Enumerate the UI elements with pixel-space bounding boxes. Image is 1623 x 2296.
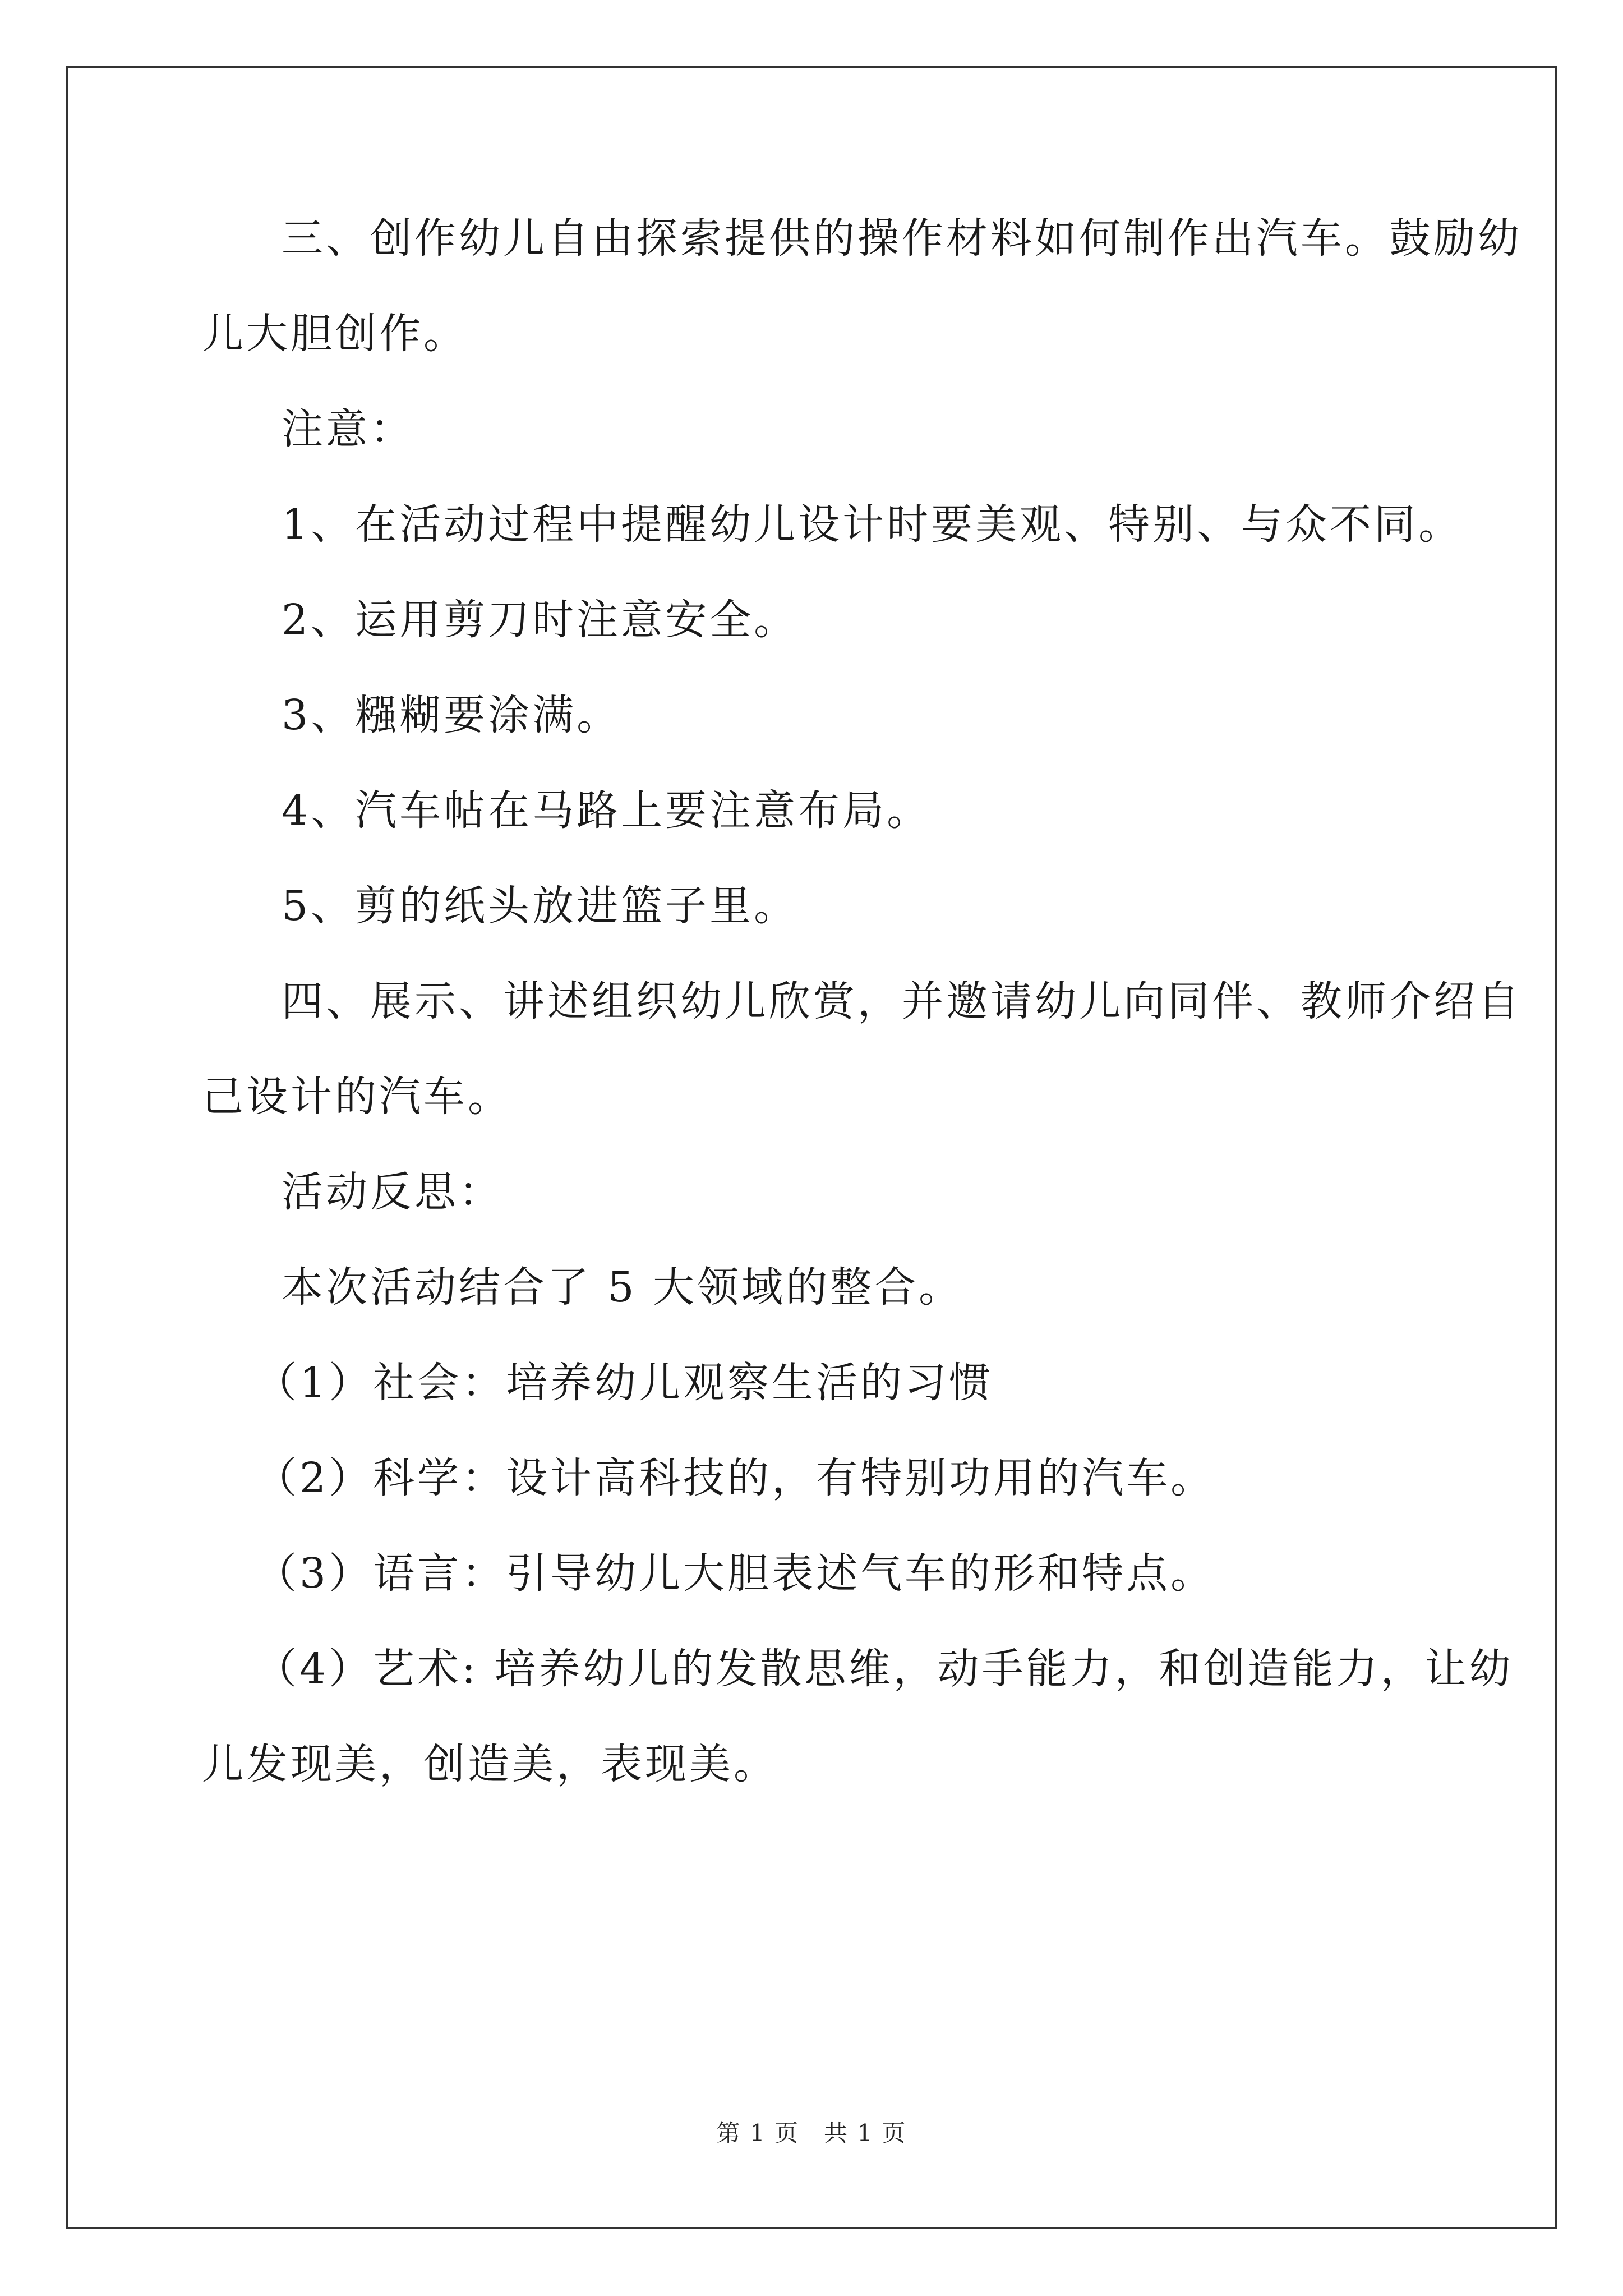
step-three-continuation: 儿大胆创作。 xyxy=(202,310,468,358)
note-item-1: 1、在活动过程中提醒幼儿设计时要美观、特别、与众不同。 xyxy=(282,500,1463,549)
domain-item-art: （4）艺术: 培养幼儿的发散思维，动手能力，和创造能力，让幼 xyxy=(255,1645,1514,1693)
note-item-3: 3、糨糊要涂满。 xyxy=(282,691,621,739)
step-four-continuation: 己设计的汽车。 xyxy=(202,1073,512,1121)
reflection-intro: 本次活动结合了 5 大领域的整合。 xyxy=(282,1263,963,1312)
note-heading: 注意： xyxy=(282,405,414,453)
document-body xyxy=(202,191,1522,1812)
note-item-5: 5、剪的纸头放进篮子里。 xyxy=(282,882,799,930)
domain-item-art-continuation: 儿发现美，创造美，表现美。 xyxy=(202,1740,778,1788)
step-three-paragraph: 三、创作幼儿自由探索提供的操作材料如何制作出汽车。鼓励幼 xyxy=(282,214,1522,263)
page-footer: 第 1 页 共 1 页 xyxy=(716,2119,907,2147)
domain-item-science: （2）科学：设计高科技的，有特别功用的汽车。 xyxy=(255,1454,1215,1502)
note-item-2: 2、运用剪刀时注意安全。 xyxy=(282,596,799,644)
note-item-4: 4、汽车帖在马路上要注意布局。 xyxy=(282,786,932,835)
step-four-paragraph: 四、展示、讲述组织幼儿欣赏，并邀请幼儿向同伴、教师介绍自 xyxy=(282,977,1522,1025)
reflection-heading: 活动反思： xyxy=(282,1168,503,1216)
domain-item-language: （3）语言：引导幼儿大胆表述气车的形和特点。 xyxy=(255,1549,1215,1598)
domain-item-social: （1）社会：培养幼儿观察生活的习惯 xyxy=(255,1359,994,1407)
